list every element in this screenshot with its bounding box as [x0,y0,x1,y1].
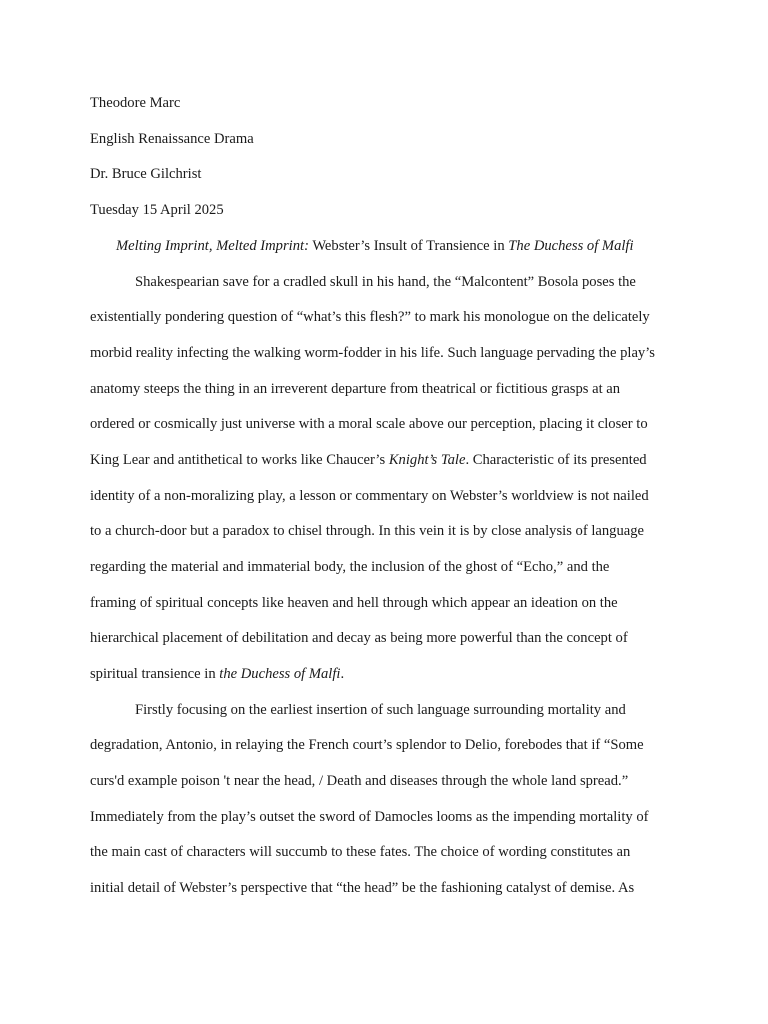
title-plain-part: Webster’s Insult of Transience in [308,238,509,254]
paragraph-line: morbid reality infecting the walking worm-fodder in his life. Such language pervading the play’s [90,345,655,361]
paragraph-line: Firstly focusing on the earliest insertion of such language surrounding mortality and [135,702,626,718]
text-run: . [340,666,345,682]
paragraph-line: existentially pondering question of “what’s this flesh?” to mark his monologue on the delicately [90,309,650,325]
paragraph-line: identity of a non-moralizing play, a lesson or commentary on Webster’s worldview is not nailed [90,488,649,504]
paragraph-line: to a church-door but a paradox to chisel through. In this vein it is by close analysis of language [90,523,645,539]
work-title-italic: Knight’s Tale [388,452,466,468]
author-name: Theodore Marc [90,95,181,111]
paragraph-line [90,451,647,469]
paragraph-line [90,665,344,683]
text-run: spiritual transience in [90,666,220,682]
paragraph-line: Immediately from the play’s outset the sword of Damocles looms as the impending mortality of [90,809,649,825]
text-run: King Lear and antithetical to works like Chaucer’s [90,452,389,468]
paragraph-line: degradation, Antonio, in relaying the French court’s splendor to Delio, forebodes that if “Some [90,737,644,753]
essay-date: Tuesday 15 April 2025 [90,202,224,218]
essay-title [116,237,634,255]
paragraph-line: curs'd example poison 't near the head, / Death and diseases through the whole land spread.” [90,773,629,789]
text-run: . Characteristic of its presented [465,452,647,468]
title-italic-part: Melting Imprint, Melted Imprint: [116,238,309,254]
play-title-italic: the Duchess of Malfi [219,666,341,682]
paragraph-line: the main cast of characters will succumb to these fates. The choice of wording constitutes an [90,844,631,860]
paragraph-line: anatomy steeps the thing in an irreverent departure from theatrical or fictitious grasps at an [90,381,621,397]
paragraph-line: framing of spiritual concepts like heaven and hell through which appear an ideation on the [90,595,618,611]
title-play-name: The Duchess of Malfi [508,238,634,254]
paragraph-line: initial detail of Webster’s perspective that “the head” be the fashioning catalyst of demise. As [90,880,635,896]
instructor-name: Dr. Bruce Gilchrist [90,166,202,182]
paragraph-line: regarding the material and immaterial body, the inclusion of the ghost of “Echo,” and the [90,559,610,575]
paragraph-line: ordered or cosmically just universe with a moral scale above our perception, placing it closer to [90,416,648,432]
paragraph-line: Shakespearian save for a cradled skull in his hand, the “Malcontent” Bosola poses the [135,274,636,290]
paragraph-line: hierarchical placement of debilitation and decay as being more powerful than the concept of [90,630,628,646]
course-name: English Renaissance Drama [90,131,254,147]
